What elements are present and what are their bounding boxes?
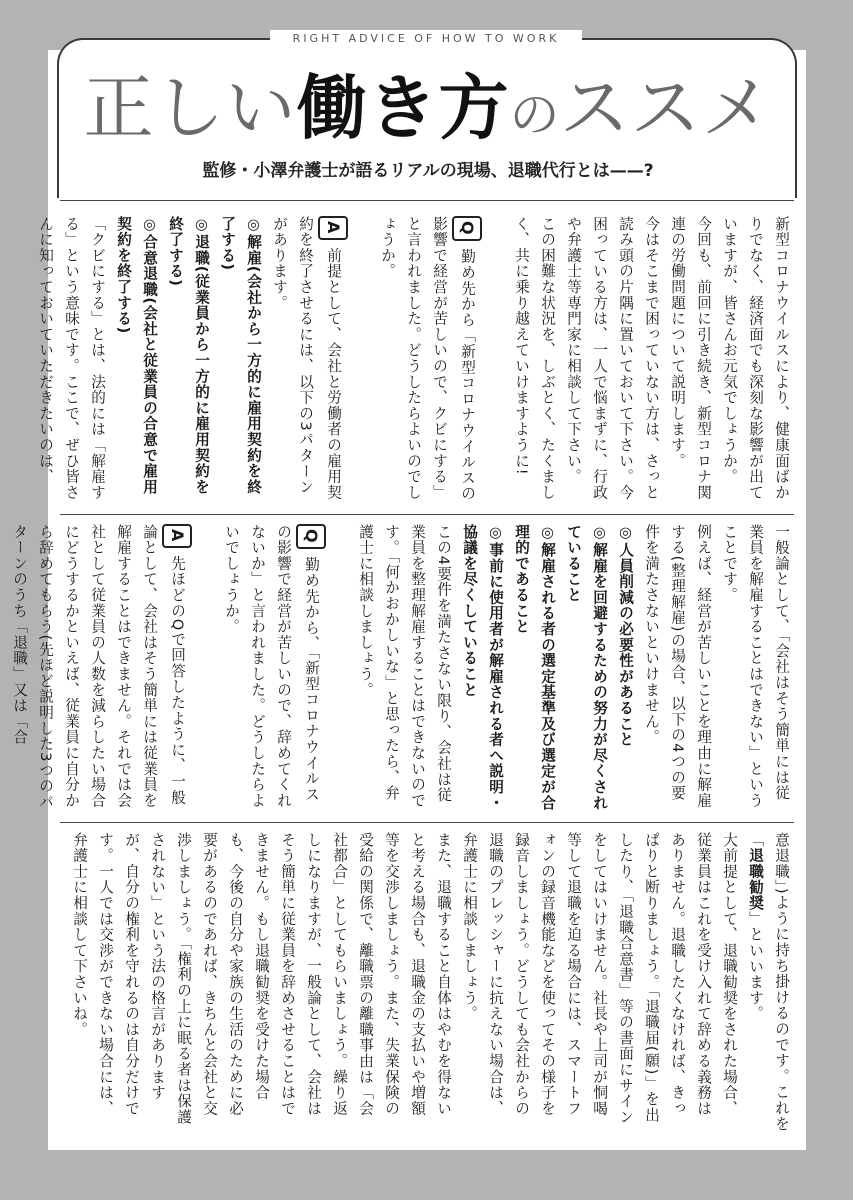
article-block-2	[11, 524, 794, 816]
article-block-3	[60, 832, 794, 1132]
title-part-3: の	[509, 86, 560, 144]
title-part-1: 正しい	[83, 67, 297, 149]
answer-badge-1: A	[318, 216, 348, 240]
pattern-dismissal: ◎解雇(会社から一方的に雇用契約を終了する)	[219, 216, 262, 495]
section-divider-1	[60, 514, 794, 515]
block3-paragraph-1	[742, 832, 794, 1132]
answer-2-text: 先ほどのQで回答したように、一般論として、会社はそう簡単には従業員を解雇することはできません。それでは会社として従業員の人数を減らしたい場合にどうするかといえば、従業員に自分から辞めてもらう(先ほど説明した3つのパターンのうち「退職」又は「合	[11, 524, 186, 810]
answer-badge-2: A	[162, 524, 192, 548]
section-divider-2	[60, 822, 794, 823]
block2-paragraph-1: 一般論として、「会社はそう簡単には従業員を解雇することはできない」ということです。	[721, 524, 790, 809]
title-part-4: ススメ	[559, 67, 773, 149]
block3-paragraph-2: 大前提として、退職勧奨をされた場合、従業員はこれを受け入れて辞める義務はありません。退職したくなければ、きっぱりと断りましょう。「退職届(願)」を出したり、「退職合意書」等の書面にサインをしてはいけません。社長や上司が恫喝等して退職を迫る場合には、スマートフォンの録音機能などを使ってその様子を録音しましょう。どうしても会社からの退職のプレッシャーに抗えない場合は、弁護士に相談しましょう。	[461, 832, 738, 1125]
intro-paragraph-1: 新型コロナウイルスにより、健康面ばかりでなく、経済面でも深刻な影響が出ていますが、皆さんお元気でしょうか。	[721, 216, 790, 501]
intro-paragraph-3: 今はそこまで困っていない方は、さっと読み頭の片隅に置いておいて下さい。今困っている方は、一人で悩まずに、行政や弁護士等専門家に相談して下さい。	[565, 216, 660, 501]
pattern-resignation: ◎退職(従業員から一方的に雇用契約を終了する)	[167, 216, 210, 495]
page-title	[60, 52, 796, 152]
header-divider	[60, 200, 794, 201]
title-part-2: 働き方	[296, 67, 510, 149]
article-body	[11, 206, 794, 1146]
question-badge-2: Q	[296, 524, 326, 549]
block3-p1-tail: 」といいます。	[747, 911, 764, 1022]
intro-paragraph-4: この困難な状況を、しぶとく、たくましく、共に乗り越えていけますように!	[513, 216, 556, 501]
requirement-1: ◎人員削減の必要性があること	[617, 524, 634, 748]
block2-paragraph-2: 例えば、経営が苦しいことを理由に解雇する(整理解雇)の場合、以下の4つの要件を満たさないといけません。	[643, 524, 712, 809]
requirement-2: ◎解雇を回避するための努力が尽くされていること	[565, 524, 608, 811]
question-2-text: 勤め先から、「新型コロナウイルスの影響で経営が苦しいので、辞めてくれないか」と言われました。どうしたらよいでしょうか。	[223, 524, 320, 809]
block2-paragraph-3: この4要件を満たさない限り、会社は従業員を整理解雇することはできないのです。「何かおかしいな」と思ったら、弁護士に相談しましょう。	[357, 524, 452, 809]
question-badge-1: Q	[452, 216, 482, 241]
block3-paragraph-3: また、退職すること自体はやむを得ないと考える場合も、退職金の支払いや増額等を交渉しましょう。また、失業保険の受給の関係で、離職票の離職事由は「会社都合」としてもらいましょう。繰り返しになりますが、一般論として、会社はそう簡単に従業員を辞めさせることはできません。もし退職勧奨を受けた場合も、今後の自分や家族の生活のために必要があるのであれば、きちんと会社と交渉しましょう。「権利の上に眠る者は保護されない」という法の格言がありますが、自分の権利を守れるのは自分だけです。一人では交渉ができない場合には、弁護士に相談して下さいね。	[71, 832, 452, 1125]
answer-1-continued: 「クビにする」とは、法的には「解雇する」という意味です。ここで、ぜひ皆さんに知っておいていただきたいのは、	[37, 216, 106, 501]
page-subtitle: 監修・小澤弁護士が語るリアルの現場、退職代行とは——?	[202, 161, 654, 181]
answer-1-text: 前提として、会社と労働者の雇用契約を終了させるには、以下の3パターンがあります。	[271, 216, 342, 501]
intro-paragraph-2: 今回も、前回に引き続き、新型コロナ関連の労働問題について説明します。	[669, 216, 712, 501]
question-1-text: 勤め先から「新型コロナウイルスの影響で経営が苦しいので、クビにする」と言われました。どうしたらよいのでしょうか。	[379, 216, 476, 502]
page-footer-band	[0, 1150, 853, 1200]
requirement-4: ◎事前に使用者が解雇される者へ説明・協議を尽くしていること	[461, 524, 504, 811]
article-block-1	[37, 216, 794, 508]
requirement-3: ◎解雇される者の選定基準及び選定が合理的であること	[513, 524, 556, 811]
header-kicker: RIGHT ADVICE OF HOW TO WORK	[270, 30, 582, 48]
term-retirement-encouragement: 退職勧奨	[747, 847, 764, 912]
block3-p1-lead: 意退職」)ように持ち掛けるのです。これを「	[747, 832, 790, 1132]
pattern-mutual-agreement: ◎合意退職(会社と従業員の合意で雇用契約を終了する)	[115, 216, 158, 495]
